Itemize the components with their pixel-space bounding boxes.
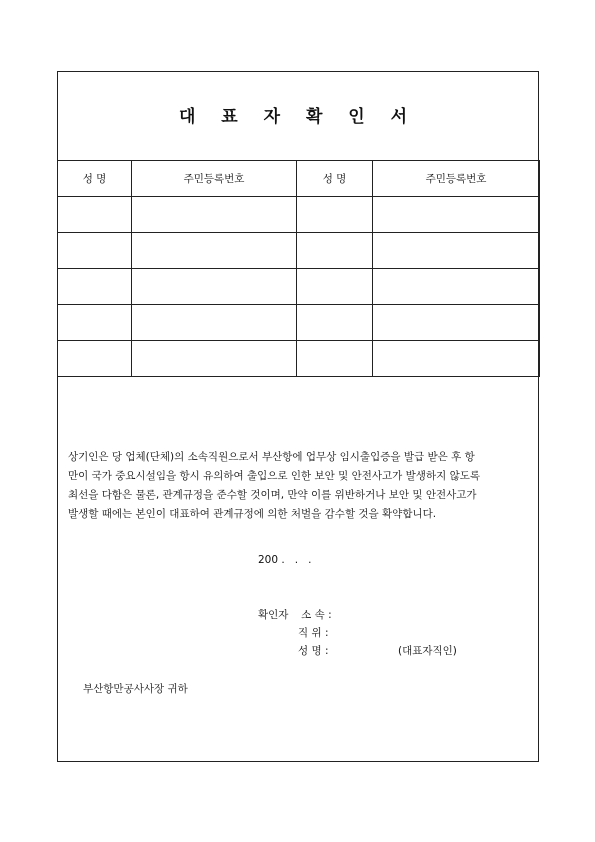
name-cell[interactable] — [297, 197, 373, 233]
header-name-2: 성 명 — [297, 161, 373, 197]
name-cell[interactable] — [297, 269, 373, 305]
name-cell[interactable] — [297, 305, 373, 341]
form-title: 대 표 자 확 인 서 — [178, 107, 418, 127]
statement-line: 발생할 때에는 본인이 대표하여 관계규정에 의한 처벌을 감수할 것을 확약합니다. — [68, 508, 437, 520]
id-number-cell[interactable] — [132, 269, 297, 305]
id-number-cell[interactable] — [132, 341, 297, 377]
id-number-cell[interactable] — [132, 197, 297, 233]
id-number-cell[interactable] — [373, 197, 540, 233]
table-row — [58, 269, 540, 305]
id-number-cell[interactable] — [373, 233, 540, 269]
name-label: 성 명 : — [298, 645, 329, 657]
signature-position-row — [298, 625, 329, 640]
name-cell[interactable] — [58, 341, 132, 377]
name-cell[interactable] — [58, 269, 132, 305]
id-number-cell[interactable] — [373, 305, 540, 341]
header-id-number-1: 주민등록번호 — [132, 161, 297, 197]
affiliation-label: 소 속 : — [301, 609, 332, 621]
statement-line: 상기인은 당 업체(단체)의 소속직원으로서 부산항에 업무상 임시출입증을 발급 받은 후 항 — [68, 451, 475, 463]
representative-table — [57, 160, 540, 377]
id-number-cell[interactable] — [132, 305, 297, 341]
table-row — [58, 197, 540, 233]
id-number-cell[interactable] — [132, 233, 297, 269]
header-name-1: 성 명 — [58, 161, 132, 197]
name-cell[interactable] — [58, 233, 132, 269]
header-id-number-2: 주민등록번호 — [373, 161, 540, 197]
table-row — [58, 305, 540, 341]
pledge-statement — [68, 448, 530, 524]
recipient-line: 부산항만공사사장 귀하 — [83, 683, 188, 695]
signature-affiliation-row — [258, 607, 332, 622]
name-cell[interactable] — [58, 197, 132, 233]
date-field[interactable]: 200 . . . — [258, 554, 312, 566]
table-header-row — [58, 161, 540, 197]
name-cell[interactable] — [297, 341, 373, 377]
statement-line: 만이 국가 중요시설임을 항시 유의하여 출입으로 인한 보안 및 안전사고가 발생하지 않도록 — [68, 470, 481, 482]
id-number-cell[interactable] — [373, 269, 540, 305]
position-label: 직 위 : — [298, 627, 329, 639]
table-row — [58, 233, 540, 269]
name-cell[interactable] — [297, 233, 373, 269]
seal-note: (대표자직인) — [398, 645, 457, 657]
table-row — [58, 341, 540, 377]
statement-line: 최선을 다함은 물론, 관계규정을 준수할 것이며, 만약 이를 위반하거나 보안 및 안전사고가 — [68, 489, 477, 501]
signer-prefix: 확인자 — [258, 609, 289, 621]
confirmation-form — [57, 71, 539, 762]
signature-name-row — [298, 643, 329, 658]
id-number-cell[interactable] — [373, 341, 540, 377]
name-cell[interactable] — [58, 305, 132, 341]
